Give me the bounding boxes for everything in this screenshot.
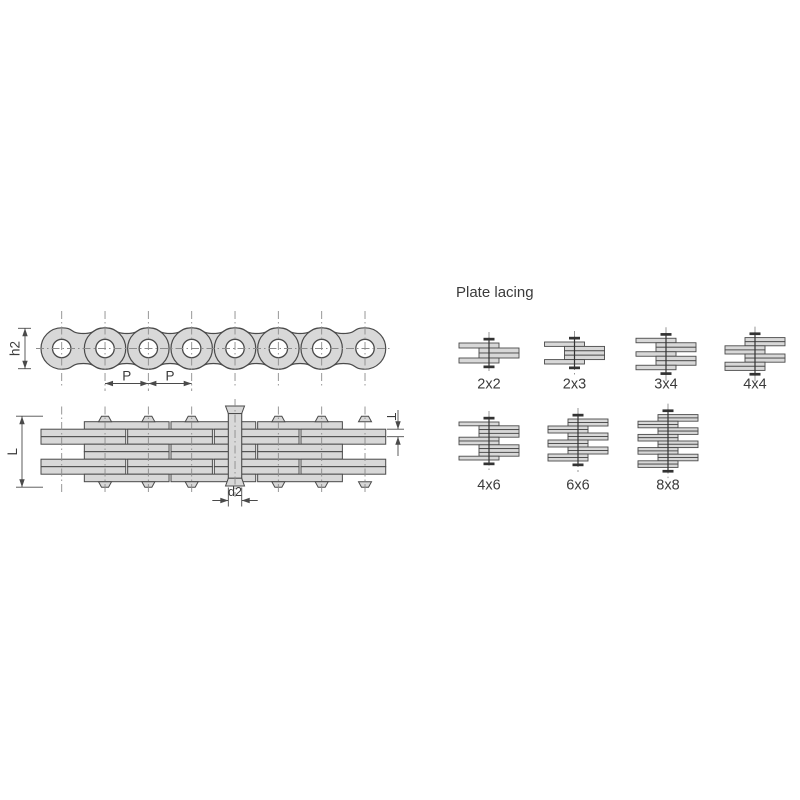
lacing-pin-cap-top [573,414,584,417]
lacing-plate [565,346,605,350]
lacing-pin-cap-bottom [484,463,495,466]
dimension-arrow [140,381,148,386]
plan-plate [84,452,169,460]
plan-plate [41,437,126,445]
lacing-plate [565,355,605,359]
dim-p2-label: P [165,368,175,384]
plan-plate [128,437,213,445]
plan-plate [84,422,169,430]
lacing-label: 3x4 [654,376,678,393]
lacing-plate [548,444,588,448]
lacing-label: 2x3 [562,376,587,393]
dim-p1-label: P [122,368,132,384]
dimension-arrow [395,437,400,445]
lacing-plate [548,426,588,430]
plan-plate [214,467,299,475]
lacing-diagram-4x6 [459,411,519,494]
lacing-pin-cap-bottom [484,366,495,369]
lacing-plate [638,421,678,424]
lacing-plate [638,451,678,454]
lacing-plate [479,426,519,430]
lacing-plate [459,343,499,348]
plan-plate [84,444,169,452]
lacing-label: 8x8 [656,477,680,494]
plan-plate [214,429,299,437]
plan-plate [258,452,343,460]
lacing-plate [568,437,608,441]
lacing-plate [658,444,698,447]
plan-plate [84,474,169,482]
chain-plan-view [41,399,386,497]
plan-plate [41,429,126,437]
long-pin-head-top [226,406,245,414]
lacing-plate [656,347,696,352]
lacing-plate [745,342,785,346]
lacing-pin-cap-top [750,332,761,335]
lacing-pin-cap-bottom [663,470,674,473]
lacing-diagram-2x3 [545,331,605,393]
lacing-plate [745,354,785,358]
lacing-plate [459,456,499,460]
lacing-plate [545,342,585,346]
lacing-pin-cap-top [484,338,495,341]
lacing-plate [545,360,585,364]
dim-d2-label: d2 [228,485,242,499]
dim-h2-label: h2 [7,340,23,357]
lacing-plate [548,454,588,458]
plan-plate [258,474,343,482]
lacing-plate [658,454,698,457]
dimension-arrow [22,328,27,336]
lacing-plate [658,428,698,431]
plan-plate [41,467,126,475]
lacing-plate [656,361,696,366]
dim-l-label: L [5,447,21,456]
plan-plate [258,444,343,452]
plan-plate [171,422,256,430]
dimension-arrow [19,479,24,487]
lacing-plate [568,433,608,437]
lacing-plate [725,366,765,370]
lacing-pin-cap-bottom [661,372,672,375]
lacing-plate [479,430,519,434]
lacing-plate [565,351,605,355]
dim-t-label: T [384,412,399,421]
lacing-plate [548,430,588,434]
lacing-pin-cap-bottom [750,373,761,376]
lacing-plate [638,438,678,441]
lacing-plate [658,431,698,434]
lacing-plate [745,338,785,342]
dimension-arrow [242,498,250,503]
plan-plate [214,459,299,467]
lacing-plate [459,358,499,363]
lacing-plate [725,346,765,350]
lacing-plate [658,418,698,421]
lacing-diagram-4x4 [725,327,785,393]
lacing-plate [725,362,765,366]
lacing-plate [479,452,519,456]
plan-plate [301,467,386,475]
lacing-pin-cap-top [484,417,495,420]
dimension-arrow [395,421,400,429]
lacing-plate [658,458,698,461]
lacing-diagram-6x6 [548,408,608,494]
lacing-plate [638,425,678,428]
lacing-plate [658,415,698,418]
lacing-plate [638,461,678,464]
plan-plate [301,437,386,445]
plan-plate [171,444,256,452]
dimension-arrow [19,416,24,424]
lacing-plate [479,449,519,453]
lacing-plate [656,356,696,361]
plan-plate [258,422,343,430]
lacing-plate [638,434,678,437]
plan-plate [171,452,256,460]
lacing-label: 2x2 [477,376,501,393]
lacing-diagram-8x8 [638,404,698,494]
lacing-pin-cap-bottom [569,367,580,370]
lacing-plate [568,419,608,423]
lacing-plate [745,358,785,362]
dimension-arrow [105,381,113,386]
lacing-plate [658,441,698,444]
lacing-plate [479,353,519,358]
plan-plate [301,459,386,467]
lacing-plate [568,423,608,427]
lacing-plate [479,433,519,437]
plan-plate [128,467,213,475]
plan-plate [41,459,126,467]
lacing-diagram-2x2 [459,332,519,393]
lacing-plate [725,350,765,354]
dimension-arrow [184,381,192,386]
lacing-plate [548,458,588,462]
lacing-diagram-3x4 [636,327,696,392]
plate-lacing-diagrams [459,327,785,494]
plan-plate [214,437,299,445]
lacing-plate [479,445,519,449]
lacing-label: 6x6 [566,477,590,494]
plan-plate [301,429,386,437]
lacing-plate [479,348,519,353]
lacing-pin-cap-bottom [573,464,584,467]
lacing-plate [636,352,676,357]
lacing-plate [459,437,499,441]
lacing-plate [636,338,676,343]
lacing-pin-cap-top [661,333,672,336]
lacing-pin-cap-top [569,337,580,340]
lacing-label: 4x6 [477,477,501,494]
dimension-arrow [22,361,27,369]
lacing-label: 4x4 [743,376,767,393]
lacing-plate [656,343,696,348]
lacing-plate [568,451,608,455]
lacing-plate [638,464,678,467]
lacing-plate [568,447,608,451]
lacing-plate [548,440,588,444]
lacing-plate [459,441,499,445]
plan-plate [128,459,213,467]
lacing-plate [459,422,499,426]
lacing-pin-cap-top [663,409,674,412]
lacing-plate [636,365,676,370]
chain-side-view [36,311,392,391]
plate-lacing-title: Plate lacing [456,284,534,301]
dimension-arrow [148,381,156,386]
plan-plate [128,429,213,437]
lacing-plate [638,448,678,451]
